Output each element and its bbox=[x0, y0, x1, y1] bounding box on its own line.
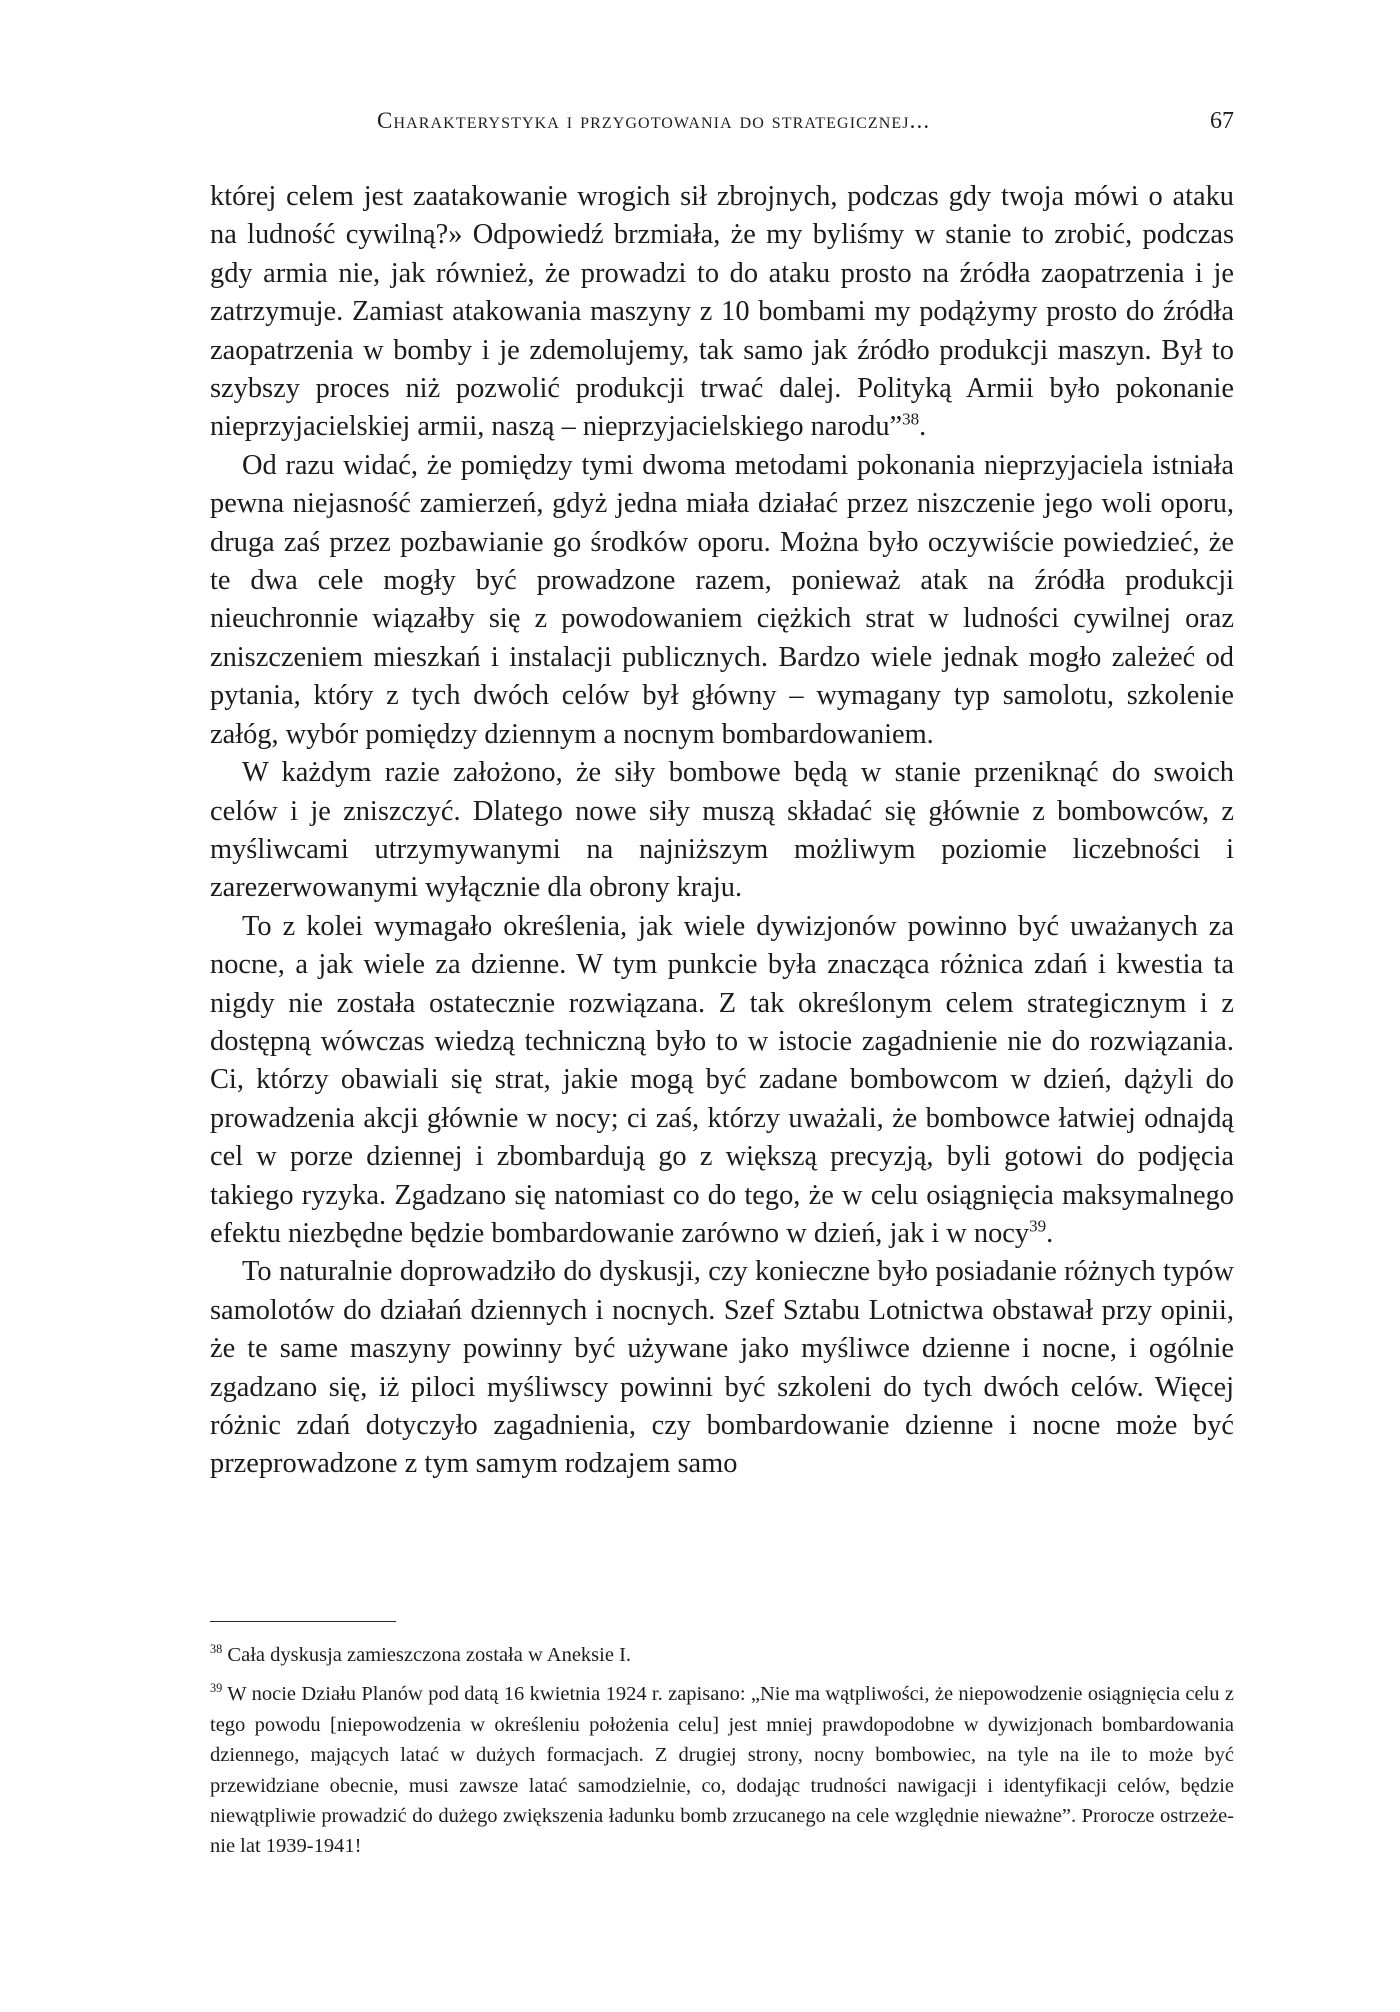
paragraph-2 bbox=[210, 447, 1234, 754]
paragraph-text: Od razu widać, że pomiędzy tymi dwoma metodami pokonania nieprzyjaciela istniała pewna niejasność zamierzeń, gdyż jedna miała działać przez niszczenie jego woli oporu, druga zaś przez pozbawianie go środków oporu. Można było oczywiście powiedzieć, że te dwa cele mogły być prowadzone razem, ponieważ atak na źródła produkcji nieuchronnie wiązałby się z powodowaniem ciężkich strat w ludności cywilnej oraz zniszczeniem mieszkań i instalacji publicznych. Bardzo wiele jednak mogło zależeć od pytania, który z tych dwóch celów był główny – wymagany typ samolotu, szkolenie załóg, wybór pomiędzy dziennym a nocnym bombardowaniem. bbox=[210, 449, 1234, 750]
footnote-ref-39: 39 bbox=[1029, 1216, 1047, 1236]
footnote-text: W nocie Działu Planów pod datą 16 kwietnia 1924 r. zapisano: „Nie ma wątpliwości, że niepowodzenie osiągnięcia celu z tego powodu [niepowodzenia w określeniu położenia celu] jest mniej prawdopodobne w dywizjonach bombardowania dziennego, mających latać w dużych formacjach. Z drugiej strony, nocny bombowiec, na tyle na ile to może być przewidziane obecnie, musi zawsze latać samodzielnie, co, dodając trudności nawigacji i identyfikacji celów, będzie niewątpliwie prowadzić do dużego zwiększenia ładunku bomb zrzucanego na cele względnie nieważne”. Prorocze ostrzeżenie lat 1939-1941! bbox=[210, 1683, 1234, 1858]
paragraph-4 bbox=[210, 908, 1234, 1254]
paragraph-1 bbox=[210, 178, 1234, 447]
paragraph-text: To z kolei wymagało określenia, jak wiele dywizjonów powinno być uważanych za nocne, a jak wiele za dzienne. W tym punkcie była znacząca różnica zdań i kwestia ta nigdy nie została ostatecznie rozwiązana. Z tak określonym celem strategicznym i z dostępną wówczas wiedzą techniczną było to w istocie zagadnienie nie do rozwiązania. Ci, którzy obawiali się strat, jakie mogą być zadane bombowcom w dzień, dążyli do prowadzenia akcji głównie w nocy; ci zaś, którzy uważali, że bombowce łatwiej odnajdą cel w porze dziennej i zbombardują go z większą precyzją, byli gotowi do podjęcia takiego ryzyka. Zgadzano się natomiast co do tego, że w celu osiągnięcia maksymalnego efektu niezbędne będzie bombardowanie zarówno w dzień, jak i w nocy bbox=[210, 910, 1234, 1249]
paragraph-text: To naturalnie doprowadziło do dyskusji, czy konieczne było posiadanie różnych typów samolotów do działań dziennych i nocnych. Szef Sztabu Lotnictwa obstawał przy opinii, że te same maszyny powinny być używane jako myśliwce dzienne i nocne, i ogólnie zgadzano się, iż piloci myśliwscy powinni być szkoleni do tych dwóch celów. Więcej różnic zdań dotyczyło zagadnienia, czy bombardowanie dzienne i nocne może być przeprowadzone z tym samym rodzajem samo bbox=[210, 1256, 1234, 1480]
footnote-39 bbox=[210, 1679, 1234, 1861]
footnotes bbox=[210, 1640, 1234, 1871]
footnote-ref-38: 38 bbox=[902, 409, 920, 429]
body-text bbox=[210, 178, 1234, 1484]
paragraph-5 bbox=[210, 1253, 1234, 1483]
running-head bbox=[210, 108, 1234, 142]
paragraph-end: . bbox=[1046, 1217, 1054, 1249]
paragraph-3 bbox=[210, 754, 1234, 908]
paragraph-text: której celem jest zaatakowanie wrogich sił zbrojnych, podczas gdy twoja mówi o ataku na ludność cywilną?» Odpowiedź brzmiała, że my byliśmy w stanie to zrobić, podczas gdy armia nie, jak również, że prowadzi to do ataku prosto na źródła zaopatrzenia i je zatrzymuje. Zamiast atakowania maszyny z 10 bombami my podążymy prosto do źródła zaopatrzenia w bomby i je zdemolujemy, tak samo jak źródło produkcji maszyn. Był to szybszy proces niż pozwolić produkcji trwać dalej. Polityką Armii było pokonanie nieprzyjacielskiej armii, naszą – nieprzyjacielskiego narodu” bbox=[210, 181, 1234, 443]
footnote-number: 39 bbox=[210, 1681, 223, 1696]
footnote-38 bbox=[210, 1640, 1234, 1670]
running-title: Charakterystyka i przygotowania do strategicznej... bbox=[377, 108, 931, 133]
paragraph-text: W każdym razie założono, że siły bombowe będą w stanie przeniknąć do swoich celów i je zniszczyć. Dlatego nowe siły muszą składać się głównie z bombowców, z myśliwcami utrzymywanymi na najniższym możliwym poziomie liczebności i zarezerwowanymi wyłącznie dla obrony kraju. bbox=[210, 757, 1234, 904]
footnote-text: Cała dyskusja zamieszczona została w Aneksie I. bbox=[227, 1644, 632, 1666]
footnote-number: 38 bbox=[210, 1642, 223, 1657]
page-number: 67 bbox=[1210, 108, 1234, 134]
footnote-divider bbox=[210, 1621, 396, 1622]
paragraph-end: . bbox=[919, 411, 927, 443]
